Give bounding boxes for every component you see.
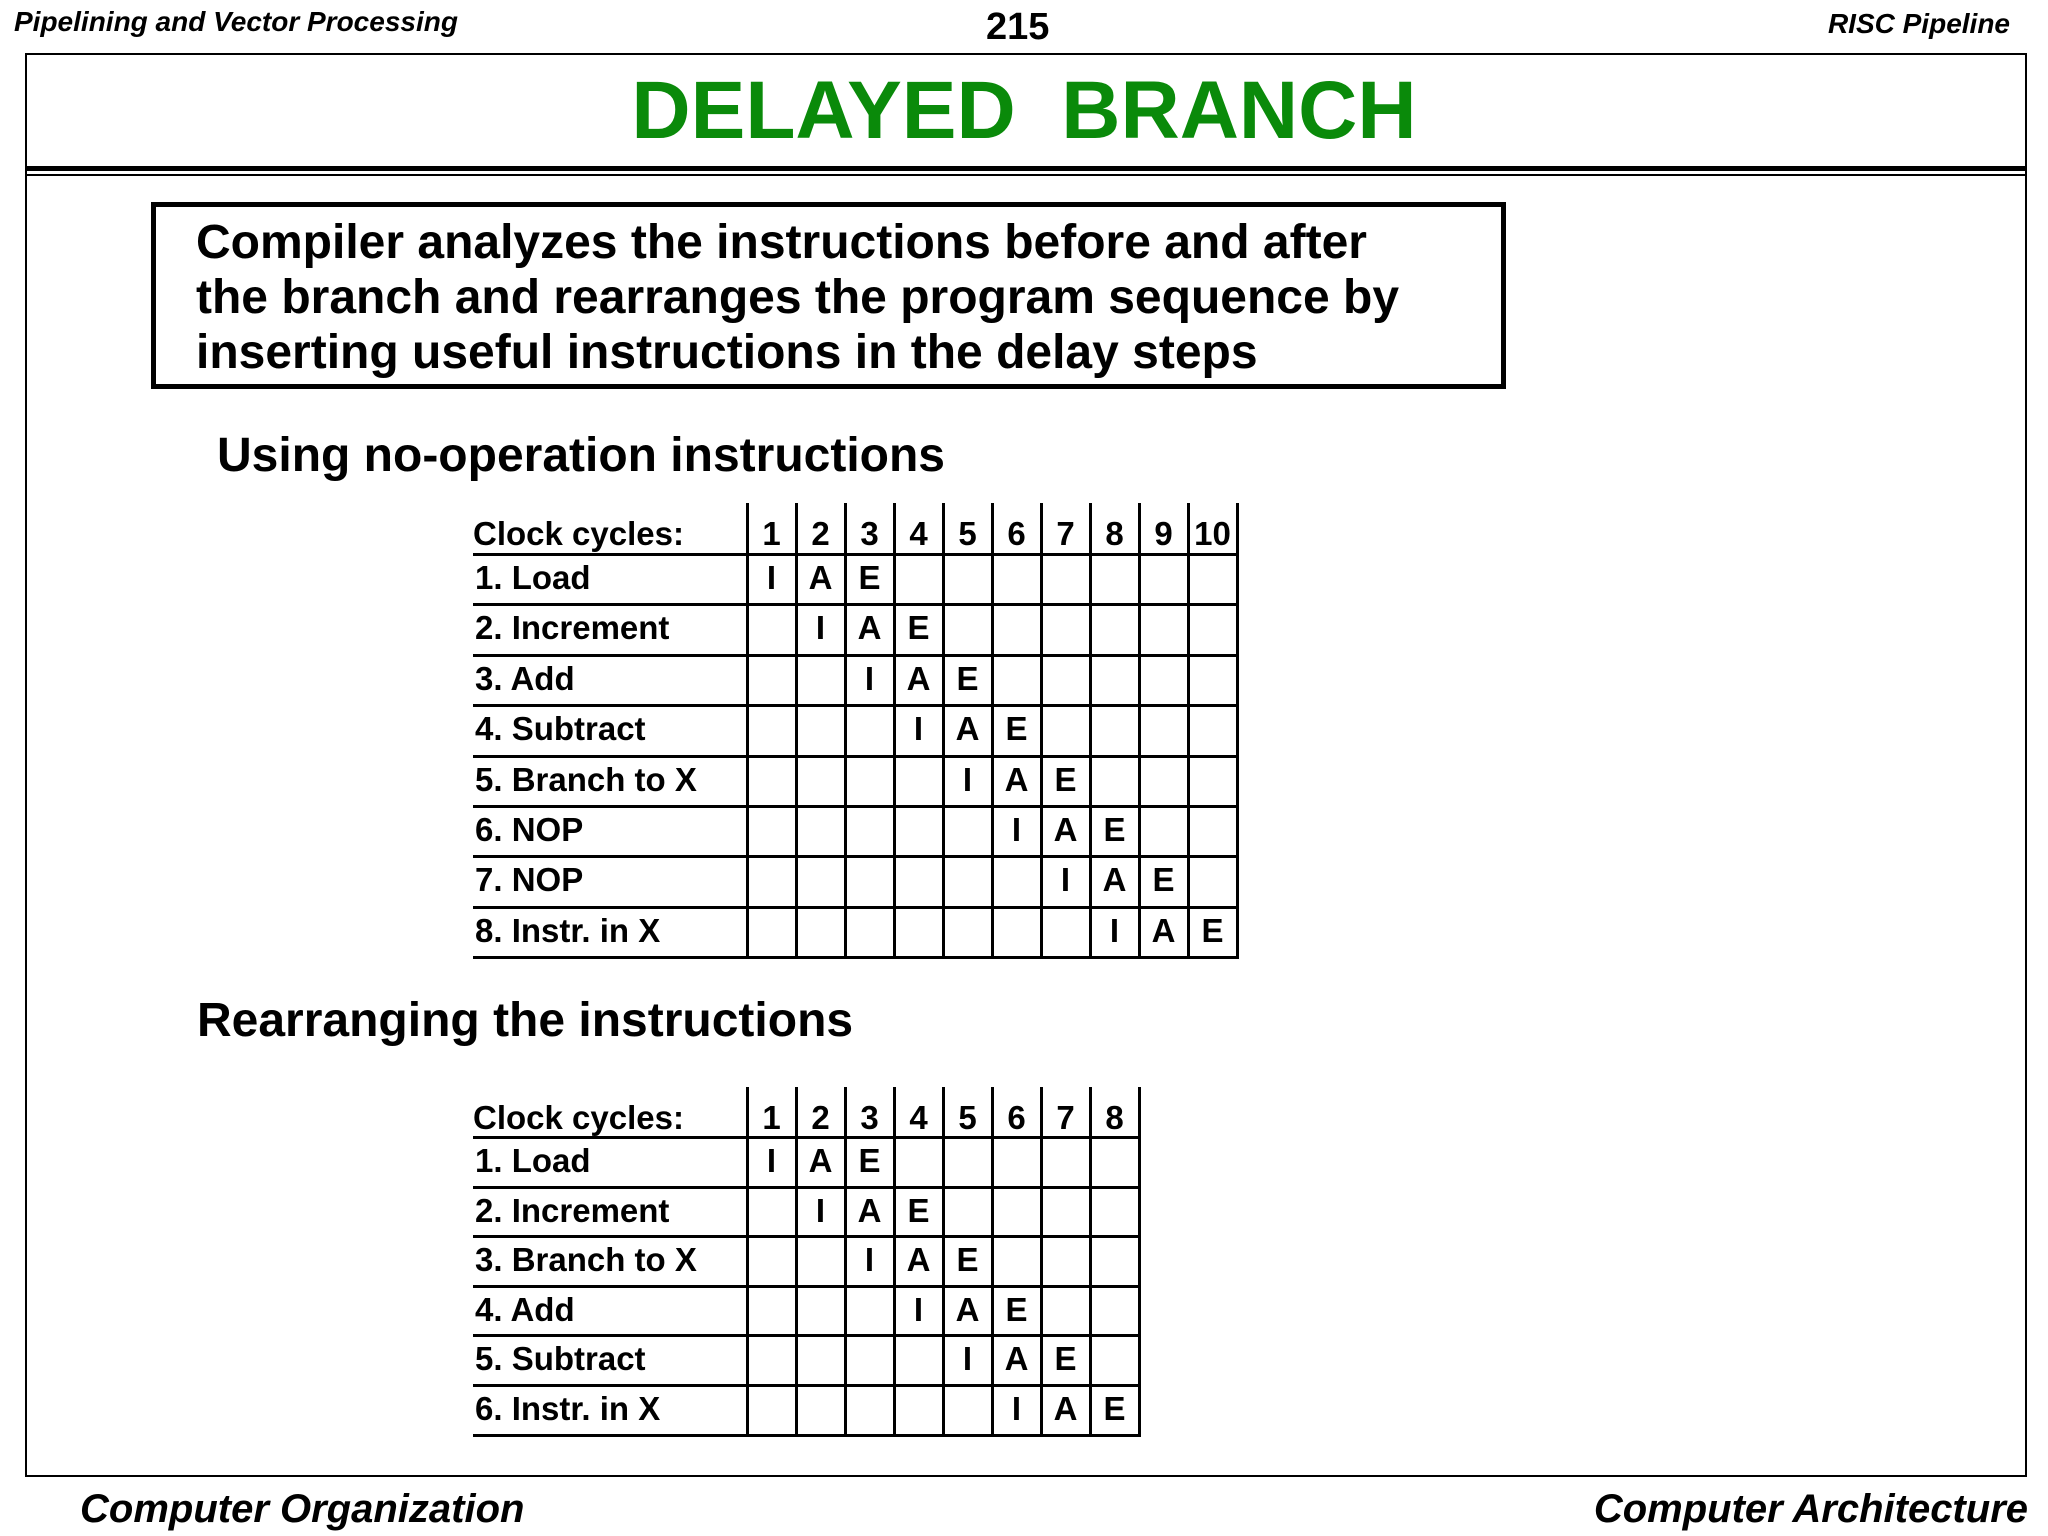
stage-cell: I [815, 1191, 826, 1229]
header-right: RISC Pipeline [1827, 8, 2010, 39]
grid-row-line [473, 906, 1239, 909]
instruction-label: 5. Branch to X [475, 760, 697, 798]
cycle-number: 7 [1056, 1099, 1075, 1136]
stage-cell: E [1054, 760, 1077, 798]
grid-col-line [1040, 1087, 1043, 1436]
grid-row-line [473, 805, 1239, 808]
instruction-label: 6. Instr. in X [475, 1390, 661, 1427]
grid-col-line [746, 553, 749, 958]
slide-title: DELAYED BRANCH [631, 65, 1417, 156]
summary-line-3: inserting useful instructions in the delay steps [196, 326, 1258, 379]
page-number: 215 [986, 6, 1050, 48]
stage-cell: A [857, 1191, 882, 1229]
stage-cell: E [907, 609, 930, 647]
cycle-number: 5 [958, 515, 977, 552]
clock-cycles-label: Clock cycles: [473, 515, 684, 552]
stage-cell: A [955, 710, 980, 748]
stage-cell: E [1005, 1290, 1028, 1328]
grid-col-line [844, 1087, 847, 1436]
cycle-number: 5 [958, 1099, 977, 1136]
cycle-number: 1 [762, 515, 781, 552]
cycle-number: 6 [1007, 1099, 1026, 1136]
grid-row-line [473, 956, 1239, 959]
stage-cell: E [858, 1142, 881, 1179]
stage-cell: A [1053, 1390, 1078, 1427]
cycle-number: 4 [909, 1099, 928, 1136]
stage-cell: A [1053, 811, 1078, 848]
cycle-number: 8 [1105, 1099, 1124, 1136]
stage-cell: A [808, 1142, 833, 1179]
summary-line-2: the branch and rearranges the program sequence by [196, 271, 1400, 324]
instruction-label: 7. NOP [475, 861, 584, 899]
stage-cell: I [766, 1142, 777, 1179]
grid-col-line [942, 1087, 945, 1436]
title-rule-thin [25, 174, 2027, 176]
grid-col-line [1040, 503, 1043, 958]
cycle-number: 8 [1105, 515, 1124, 552]
cycle-number: 3 [860, 1099, 879, 1136]
stage-cell: E [1201, 911, 1224, 949]
grid-col-line [746, 1136, 749, 1436]
instruction-label: 4. Subtract [475, 710, 646, 748]
stage-cell: E [1005, 710, 1028, 748]
stage-cell: A [906, 659, 931, 697]
cycle-number: 2 [811, 1099, 830, 1136]
grid-row-line [473, 855, 1239, 858]
grid-row-line [473, 755, 1239, 758]
grid-col-line [1089, 503, 1092, 958]
cycle-number: 9 [1154, 515, 1173, 552]
stage-cell: I [962, 760, 973, 798]
stage-cell: E [858, 559, 881, 596]
grid-row-line [473, 603, 1239, 606]
stage-cell: E [956, 659, 979, 697]
clock-cycles-label: Clock cycles: [473, 1099, 684, 1136]
cycle-number: 2 [811, 515, 830, 552]
stage-cell: A [1004, 760, 1029, 798]
grid-col-line [746, 1087, 749, 1136]
footer-right: Computer Architecture [1593, 1487, 2028, 1531]
instruction-label: 1. Load [475, 559, 591, 596]
stage-cell: E [1103, 811, 1126, 848]
section-heading-nop: Using no-operation instructions [217, 429, 945, 482]
stage-cell: A [906, 1241, 931, 1279]
grid-row-line [473, 654, 1239, 657]
stage-cell: I [1109, 911, 1120, 949]
stage-cell: I [1060, 861, 1071, 899]
cycle-number: 6 [1007, 515, 1026, 552]
stage-cell: I [815, 609, 826, 647]
stage-cell: I [766, 559, 777, 596]
stage-cell: I [864, 1241, 875, 1279]
grid-col-line [795, 503, 798, 958]
stage-cell: I [1011, 1390, 1022, 1427]
summary-line-1: Compiler analyzes the instructions before and after [196, 216, 1367, 269]
instruction-label: 5. Subtract [475, 1340, 646, 1378]
grid-col-line [1138, 503, 1141, 958]
grid-col-line [746, 503, 749, 553]
stage-cell: A [857, 609, 882, 647]
footer-left: Computer Organization [80, 1487, 525, 1531]
stage-cell: I [962, 1340, 973, 1378]
title-rule [25, 166, 2027, 171]
instruction-label: 3. Add [475, 659, 575, 697]
instruction-label: 6. NOP [475, 811, 584, 848]
cycle-number: 10 [1194, 515, 1231, 552]
instruction-label: 4. Add [475, 1290, 575, 1328]
stage-cell: E [1054, 1340, 1077, 1378]
grid-col-line [1187, 503, 1190, 958]
instruction-label: 2. Increment [475, 1191, 670, 1229]
stage-cell: E [956, 1241, 979, 1279]
grid-col-line [795, 1087, 798, 1436]
stage-cell: A [955, 1290, 980, 1328]
stage-cell: I [1011, 811, 1022, 848]
summary-box [151, 202, 1506, 389]
grid-col-line [893, 503, 896, 958]
grid-col-line [1236, 503, 1239, 958]
stage-cell: A [1151, 911, 1176, 949]
stage-cell: I [864, 659, 875, 697]
cycle-number: 4 [909, 515, 928, 552]
stage-cell: A [1102, 861, 1127, 899]
grid-col-line [942, 503, 945, 958]
instruction-label: 2. Increment [475, 609, 670, 647]
stage-cell: I [913, 1290, 924, 1328]
stage-cell: A [1004, 1340, 1029, 1378]
grid-col-line [844, 503, 847, 958]
grid-col-line [893, 1087, 896, 1436]
grid-col-line [1138, 1087, 1141, 1436]
cycle-number: 1 [762, 1099, 781, 1136]
grid-row-line [473, 704, 1239, 707]
instruction-label: 3. Branch to X [475, 1241, 697, 1279]
stage-cell: E [1103, 1390, 1126, 1427]
grid-row-line [473, 553, 1239, 556]
grid-col-line [1089, 1087, 1092, 1436]
header-left: Pipelining and Vector Processing [14, 6, 458, 37]
stage-cell: E [907, 1191, 930, 1229]
grid-col-line [991, 503, 994, 958]
instruction-label: 8. Instr. in X [475, 911, 661, 949]
grid-col-line [991, 1087, 994, 1436]
stage-cell: I [913, 710, 924, 748]
cycle-number: 7 [1056, 515, 1075, 552]
instruction-label: 1. Load [475, 1142, 591, 1179]
stage-cell: A [808, 559, 833, 596]
section-heading-rearranged: Rearranging the instructions [197, 994, 854, 1047]
stage-cell: E [1152, 861, 1175, 899]
cycle-number: 3 [860, 515, 879, 552]
